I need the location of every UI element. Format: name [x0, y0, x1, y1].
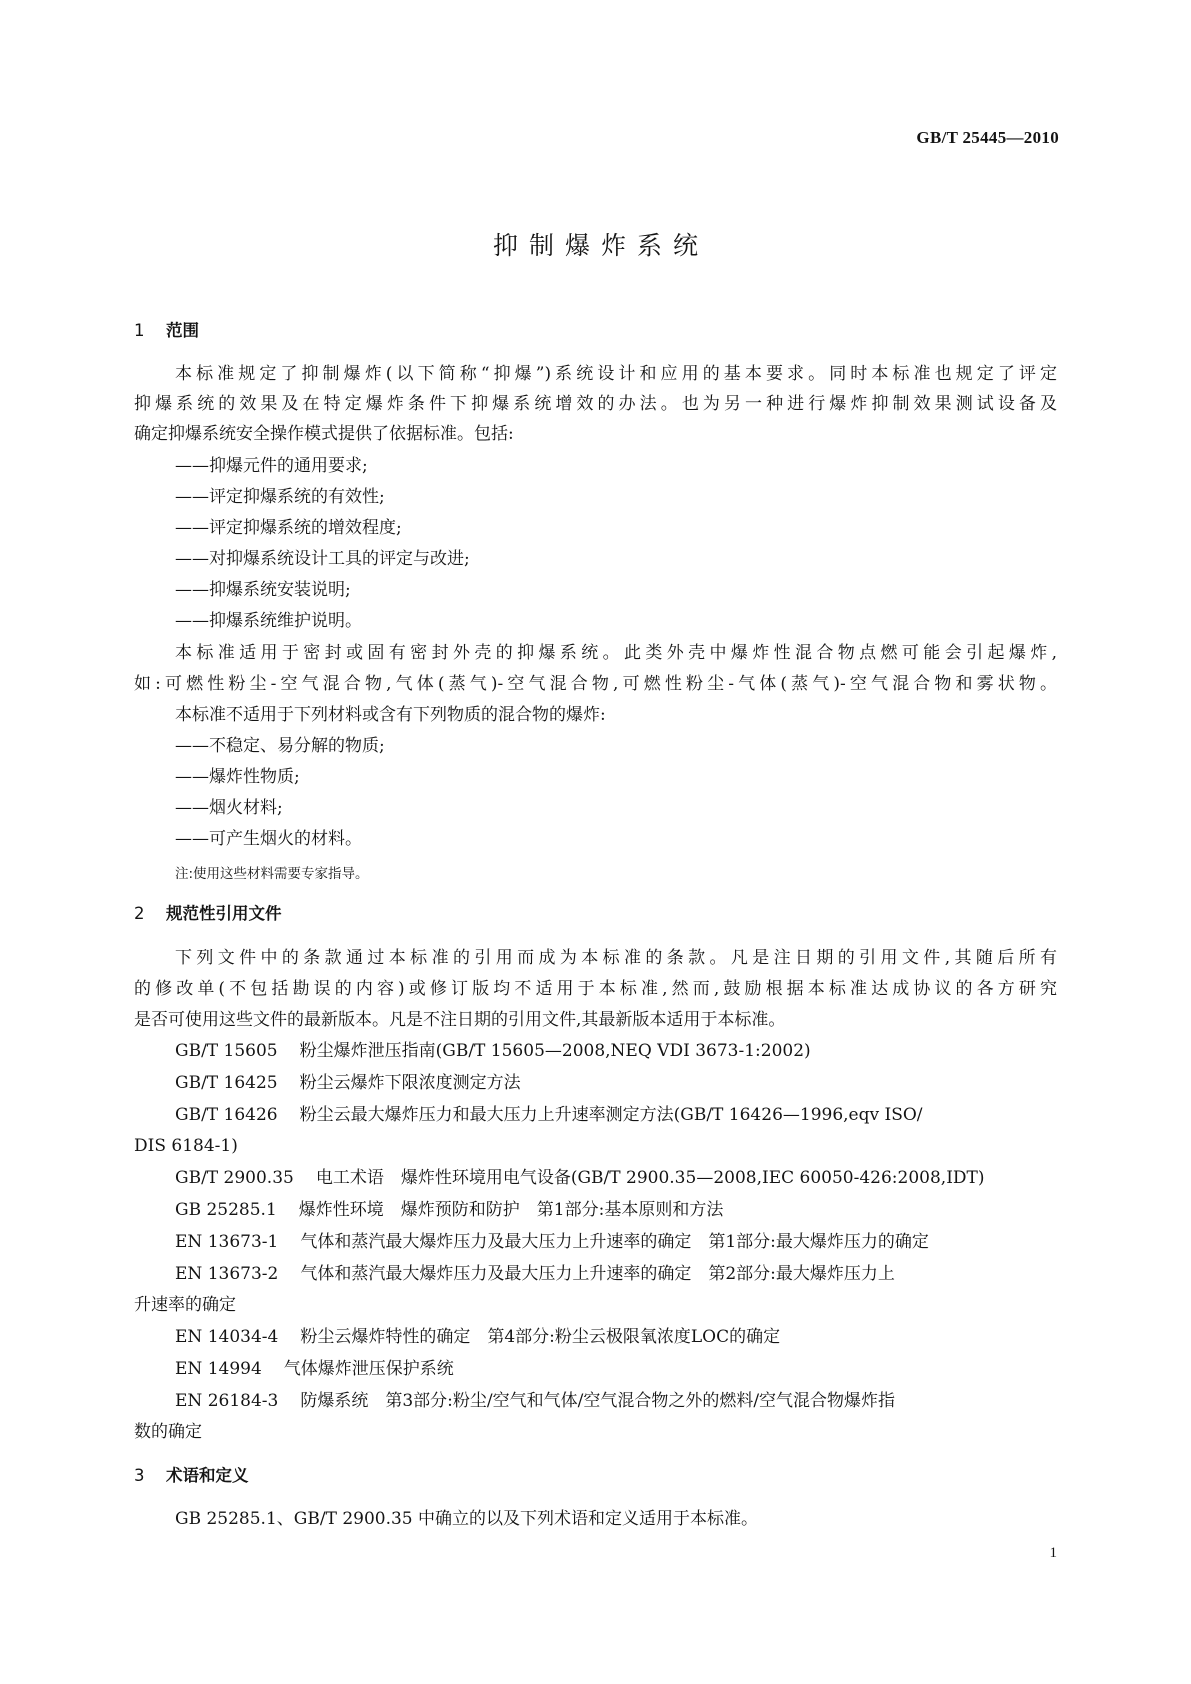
paragraph-line: 如:可燃性粉尘-空气混合物,气体(蒸气)-空气混合物,可燃性粉尘-气体(蒸气)-空气混合物和雾状物。	[134, 674, 1057, 694]
section-number: 1	[134, 321, 145, 340]
section-title: 术语和定义	[166, 1466, 249, 1485]
reference-title: 爆炸性环境 爆炸预防和防护 第1部分:基本原则和方法	[298, 1200, 724, 1220]
list-item: ——评定抑爆系统的增效程度;	[175, 518, 402, 538]
reference-continuation: DIS 6184-1)	[134, 1136, 238, 1156]
list-item: ——可产生烟火的材料。	[175, 829, 362, 849]
reference-title: 气体爆炸泄压保护系统	[283, 1359, 454, 1379]
page-number: 1	[1049, 1545, 1057, 1561]
paragraph-line: 本标准规定了抑制爆炸(以下简称“抑爆”)系统设计和应用的基本要求。同时本标准也规定了评定	[175, 364, 1057, 384]
reference-title: 气体和蒸汽最大爆炸压力及最大压力上升速率的确定 第2部分:最大爆炸压力上	[300, 1264, 895, 1284]
section-title: 范围	[166, 321, 199, 340]
reference-code: EN 14034-4	[175, 1327, 279, 1347]
list-item: ——评定抑爆系统的有效性;	[175, 487, 385, 507]
document-title: 抑制爆炸系统	[492, 231, 709, 260]
reference-code: GB/T 16425	[175, 1073, 278, 1093]
paragraph-line: GB 25285.1、GB/T 2900.35 中确立的以及下列术语和定义适用于本标准。	[175, 1509, 759, 1529]
reference-code: EN 26184-3	[175, 1391, 279, 1411]
paragraph-line: 是否可使用这些文件的最新版本。凡是不注日期的引用文件,其最新版本适用于本标准。	[134, 1010, 786, 1030]
reference-item	[175, 1072, 1098, 1094]
paragraph-line: 的修改单(不包括勘误的内容)或修订版均不适用于本标准,然而,鼓励根据本标准达成协议的各方研究	[134, 979, 1057, 999]
standard-code: GB/T 25445—2010	[916, 128, 1059, 147]
list-item: ——对抑爆系统设计工具的评定与改进;	[175, 549, 470, 569]
reference-item	[175, 1199, 1098, 1221]
reference-item	[175, 1231, 1098, 1253]
paragraph-line: 本标准适用于密封或固有密封外壳的抑爆系统。此类外壳中爆炸性混合物点燃可能会引起爆炸,	[175, 643, 1057, 663]
reference-code: GB/T 2900.35	[175, 1168, 294, 1188]
reference-title: 粉尘爆炸泄压指南(GB/T 15605—2008,NEQ VDI 3673-1:2002)	[299, 1041, 811, 1061]
section-3-heading	[134, 1462, 249, 1486]
list-item: ——烟火材料;	[175, 798, 283, 818]
paragraph-line: 确定抑爆系统安全操作模式提供了依据标准。包括:	[134, 424, 514, 444]
reference-title: 电工术语 爆炸性环境用电气设备(GB/T 2900.35—2008,IEC 60050-426:2008,IDT)	[315, 1168, 985, 1188]
reference-title: 粉尘云爆炸下限浓度测定方法	[299, 1073, 521, 1093]
reference-code: GB 25285.1	[175, 1200, 277, 1220]
note: 注:使用这些材料需要专家指导。	[175, 866, 369, 882]
section-number: 2	[134, 904, 145, 923]
section-2-heading	[134, 900, 282, 924]
reference-title: 防爆系统 第3部分:粉尘/空气和气体/空气混合物之外的燃料/空气混合物爆炸指	[300, 1391, 896, 1411]
reference-continuation: 数的确定	[134, 1422, 202, 1442]
list-item: ——抑爆元件的通用要求;	[175, 456, 368, 476]
reference-code: EN 14994	[175, 1359, 262, 1379]
paragraph-line: 下列文件中的条款通过本标准的引用而成为本标准的条款。凡是注日期的引用文件,其随后所有	[175, 948, 1057, 968]
reference-continuation: 升速率的确定	[134, 1295, 236, 1315]
reference-title: 粉尘云爆炸特性的确定 第4部分:粉尘云极限氧浓度LOC的确定	[300, 1327, 781, 1347]
reference-item	[175, 1326, 1098, 1348]
reference-item	[175, 1104, 1098, 1126]
reference-title: 粉尘云最大爆炸压力和最大压力上升速率测定方法(GB/T 16426—1996,eqv ISO/	[299, 1105, 923, 1125]
reference-title: 气体和蒸汽最大爆炸压力及最大压力上升速率的确定 第1部分:最大爆炸压力的确定	[300, 1232, 929, 1252]
reference-item	[175, 1358, 1098, 1380]
list-item: ——抑爆系统维护说明。	[175, 611, 362, 631]
paragraph-line: 抑爆系统的效果及在特定爆炸条件下抑爆系统增效的办法。也为另一种进行爆炸抑制效果测试设备及	[134, 394, 1057, 414]
paragraph-line: 本标准不适用于下列材料或含有下列物质的混合物的爆炸:	[175, 705, 606, 725]
section-title: 规范性引用文件	[166, 904, 282, 923]
section-1-heading	[134, 317, 199, 341]
section-number: 3	[134, 1466, 145, 1485]
reference-code: EN 13673-2	[175, 1264, 279, 1284]
list-item: ——不稳定、易分解的物质;	[175, 736, 385, 756]
list-item: ——爆炸性物质;	[175, 767, 300, 787]
reference-code: EN 13673-1	[175, 1232, 279, 1252]
list-item: ——抑爆系统安装说明;	[175, 580, 351, 600]
reference-code: GB/T 16426	[175, 1105, 278, 1125]
reference-item	[175, 1263, 1098, 1285]
reference-item	[175, 1167, 1098, 1189]
reference-item	[175, 1390, 1098, 1412]
reference-code: GB/T 15605	[175, 1041, 278, 1061]
reference-item	[175, 1040, 1098, 1062]
